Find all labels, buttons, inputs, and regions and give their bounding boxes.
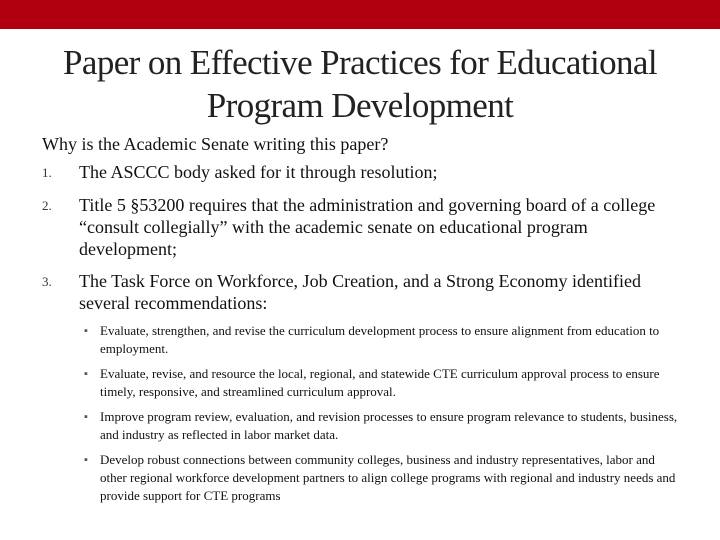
- bullet-square-icon: ▪: [84, 454, 88, 466]
- bullet-square-icon: ▪: [84, 368, 88, 380]
- top-accent-bar: [0, 0, 720, 29]
- reasons-list: [42, 161, 682, 314]
- reason-number: 3.: [42, 274, 52, 289]
- reason-item: [42, 161, 682, 183]
- slide-title: [40, 41, 680, 127]
- reason-number: 1.: [42, 165, 52, 180]
- bullet-square-icon: ▪: [84, 325, 88, 337]
- reason-text: The ASCCC body asked for it through resolution;: [79, 162, 438, 182]
- recommendation-item: [84, 408, 680, 444]
- reason-number: 2.: [42, 198, 52, 213]
- title-line-1: Paper on Effective Practices for Educational: [63, 43, 657, 82]
- recommendation-item: [84, 322, 680, 358]
- reason-text: Title 5 §53200 requires that the administration and governing board of a college “consult collegially” with the academic senate on educational program development;: [79, 195, 656, 259]
- bullet-square-icon: ▪: [84, 411, 88, 423]
- reason-item: [42, 194, 682, 260]
- reason-text: The Task Force on Workforce, Job Creation, and a Strong Economy identified several recommendations:: [79, 271, 641, 313]
- recommendation-text: Evaluate, revise, and resource the local, regional, and statewide CTE curriculum approval process to ensure timely, responsive, and streamlined curriculum approval.: [100, 366, 660, 399]
- reason-item: [42, 270, 682, 314]
- intro-question: Why is the Academic Senate writing this paper?: [42, 134, 389, 154]
- title-line-2: Program Development: [206, 86, 514, 125]
- recommendation-text: Evaluate, strengthen, and revise the curriculum development process to ensure alignment from education to employment.: [100, 323, 660, 356]
- recommendation-item: [84, 451, 680, 505]
- recommendation-item: [84, 365, 680, 401]
- recommendation-text: Improve program review, evaluation, and revision processes to ensure program relevance to students, business, and industry as reflected in labor market data.: [100, 409, 678, 442]
- recommendation-text: Develop robust connections between community colleges, business and industry representatives, labor and other regional workforce development partners to align college programs with regional and industry needs and provide support for CTE programs: [100, 452, 676, 503]
- recommendations-list: [84, 322, 680, 512]
